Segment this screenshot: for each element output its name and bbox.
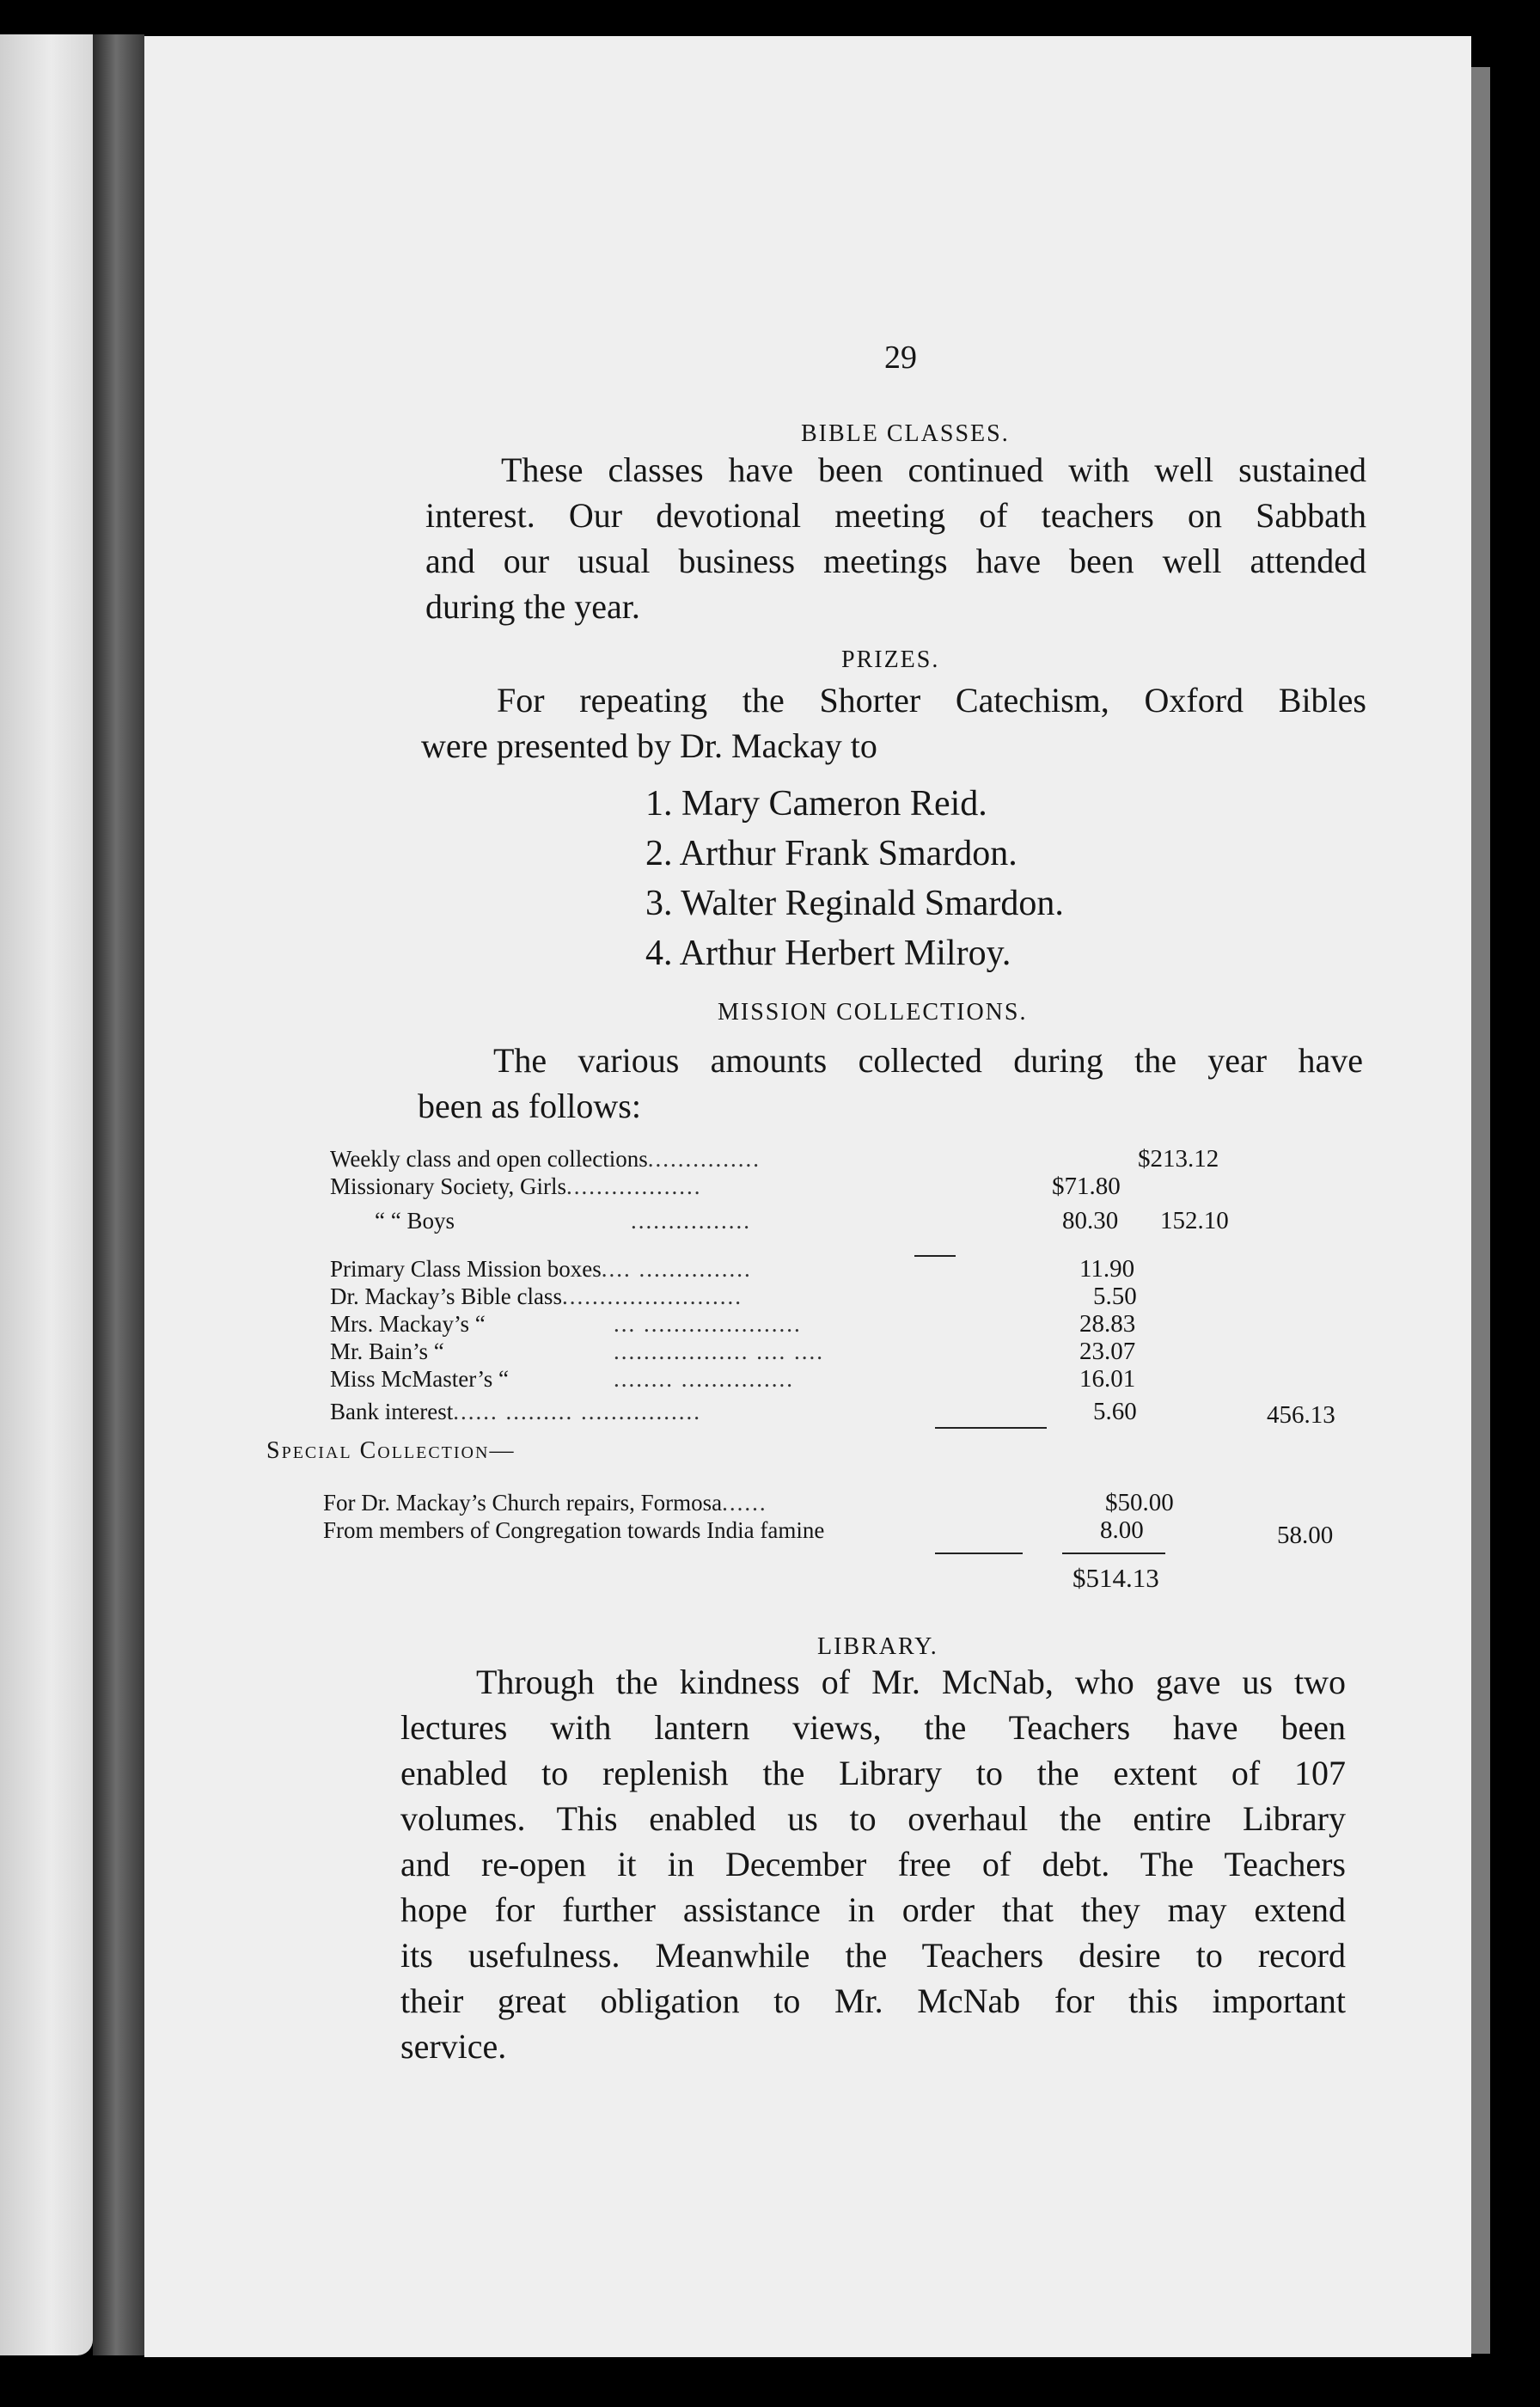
ledger-label: Mr. Bain’s “ (330, 1338, 444, 1364)
ledger-total: 456.13 (1267, 1401, 1335, 1429)
ledger-label: Mrs. Mackay’s “ (330, 1311, 486, 1337)
ledger-leader-dots: ........ ............... (614, 1366, 794, 1392)
mission-collections-heading: MISSION COLLECTIONS. (718, 999, 1028, 1026)
ledger-amount: $213.12 (1138, 1145, 1219, 1173)
ledger-total: 58.00 (1277, 1522, 1334, 1549)
list-item: 1. Mary Cameron Reid. (645, 784, 987, 824)
ledger-label: Miss McMaster’s “ (330, 1366, 509, 1392)
ledger-label: Dr. Mackay’s Bible class (330, 1283, 562, 1309)
paragraph-line: These classes have been continued with well sustained (501, 450, 1366, 489)
ledger-subtotal: 152.10 (1160, 1207, 1229, 1234)
paragraph-line: The various amounts collected during the year have (493, 1041, 1363, 1080)
ledger-row (330, 1255, 1198, 1283)
ledger-label: From members of Congregation towards India famine (323, 1517, 825, 1543)
ledger-amount: 16.01 (1079, 1365, 1136, 1393)
library-paragraph (400, 1659, 1346, 2069)
ledger-leader-dots: .................. .... .... (614, 1338, 824, 1364)
list-item: 4. Arthur Herbert Milroy. (645, 934, 1011, 973)
ledger-amount: 8.00 (1100, 1516, 1144, 1544)
ledger-amount: 80.30 (1062, 1207, 1119, 1234)
ledger-leader-dots: ...... ......... ................ (453, 1399, 701, 1424)
book-spine (93, 34, 144, 2355)
paragraph-line: enabled to replenish the Library to the extent of 107 (400, 1754, 1346, 1792)
library-heading: LIBRARY. (817, 1633, 938, 1660)
ledger-amount: 5.50 (1093, 1283, 1137, 1310)
ledger-leader-dots: ........................ (561, 1283, 742, 1309)
ledger-row (323, 1516, 1334, 1549)
mission-collections-paragraph (418, 1038, 1363, 1129)
ledger-row (330, 1207, 1229, 1234)
page-edge-shadow (1471, 67, 1490, 2354)
prize-winners-list (645, 779, 1064, 978)
paragraph-line: their great obligation to Mr. McNab for this important (400, 1981, 1346, 2020)
ledger-leader-dots: .... ............... (601, 1256, 752, 1282)
sum-rule (1062, 1553, 1165, 1554)
grand-total: $514.13 (1072, 1563, 1159, 1593)
ledger-label: “ “ Boys (375, 1208, 455, 1234)
ledger-leader-dots: ... ..................... (614, 1311, 802, 1337)
ledger-row (330, 1283, 1198, 1310)
ledger-amount: $50.00 (1105, 1489, 1174, 1516)
ledger-amount: 23.07 (1079, 1338, 1136, 1365)
ledger-amount: 11.90 (1079, 1255, 1135, 1283)
paragraph-line: service. (400, 2027, 507, 2066)
ledger-amount: 28.83 (1079, 1310, 1136, 1338)
paragraph-line: For repeating the Shorter Catechism, Oxford Bibles (497, 681, 1366, 720)
ledger-row (330, 1398, 1335, 1429)
facing-page-edge (0, 34, 93, 2355)
ledger-label: Missionary Society, Girls (330, 1173, 566, 1199)
ledger-label: For Dr. Mackay’s Church repairs, Formosa (323, 1490, 723, 1516)
ledger-row (330, 1365, 1198, 1393)
document-page (144, 36, 1471, 2357)
paragraph-line: its usefulness. Meanwhile the Teachers desire to record (400, 1936, 1346, 1975)
paragraph-line: during the year. (425, 587, 640, 626)
sum-rule (935, 1553, 1023, 1554)
paragraph-line: been as follows: (418, 1087, 641, 1125)
ledger-row (330, 1310, 1198, 1338)
list-item: 2. Arthur Frank Smardon. (645, 834, 1018, 873)
ledger-leader-dots: ................ (631, 1208, 751, 1234)
ledger-leader-dots: ...... (722, 1490, 767, 1516)
prizes-paragraph (421, 677, 1366, 769)
ledger-amount: 5.60 (1093, 1398, 1137, 1425)
special-collection-heading: Special Collection— (266, 1437, 516, 1464)
ledger-label: Weekly class and open collections (330, 1146, 648, 1172)
list-item: 3. Walter Reginald Smardon. (645, 884, 1064, 923)
sum-rule (935, 1427, 1047, 1429)
ledger-label: Bank interest (330, 1399, 454, 1424)
paragraph-line: Through the kindness of Mr. McNab, who gave us two (476, 1663, 1346, 1701)
paragraph-line: were presented by Dr. Mackay to (421, 726, 877, 765)
paragraph-line: lectures with lantern views, the Teachers have been (400, 1708, 1346, 1747)
sum-rule (914, 1255, 956, 1257)
ledger-amount: $71.80 (1052, 1173, 1121, 1200)
ledger-label: Primary Class Mission boxes (330, 1256, 602, 1282)
ledger-leader-dots: ............... (647, 1146, 761, 1172)
ledger-leader-dots: .................. (565, 1173, 702, 1199)
ledger-row (330, 1338, 1198, 1365)
bible-classes-paragraph (425, 447, 1366, 629)
bible-classes-heading: BIBLE CLASSES. (801, 420, 1010, 447)
ledger-row (330, 1173, 1198, 1200)
paragraph-line: interest. Our devotional meeting of teachers on Sabbath (425, 496, 1366, 535)
paragraph-line: volumes. This enabled us to overhaul the entire Library (400, 1799, 1346, 1838)
paragraph-line: and our usual business meetings have been well attended (425, 542, 1366, 580)
prizes-heading: PRIZES. (841, 646, 940, 673)
ledger-row (330, 1145, 1219, 1173)
paragraph-line: hope for further assistance in order that they may extend (400, 1890, 1346, 1929)
ledger-row (323, 1489, 1191, 1516)
paragraph-line: and re-open it in December free of debt. The Teachers (400, 1845, 1346, 1883)
page-number: 29 (884, 340, 917, 376)
